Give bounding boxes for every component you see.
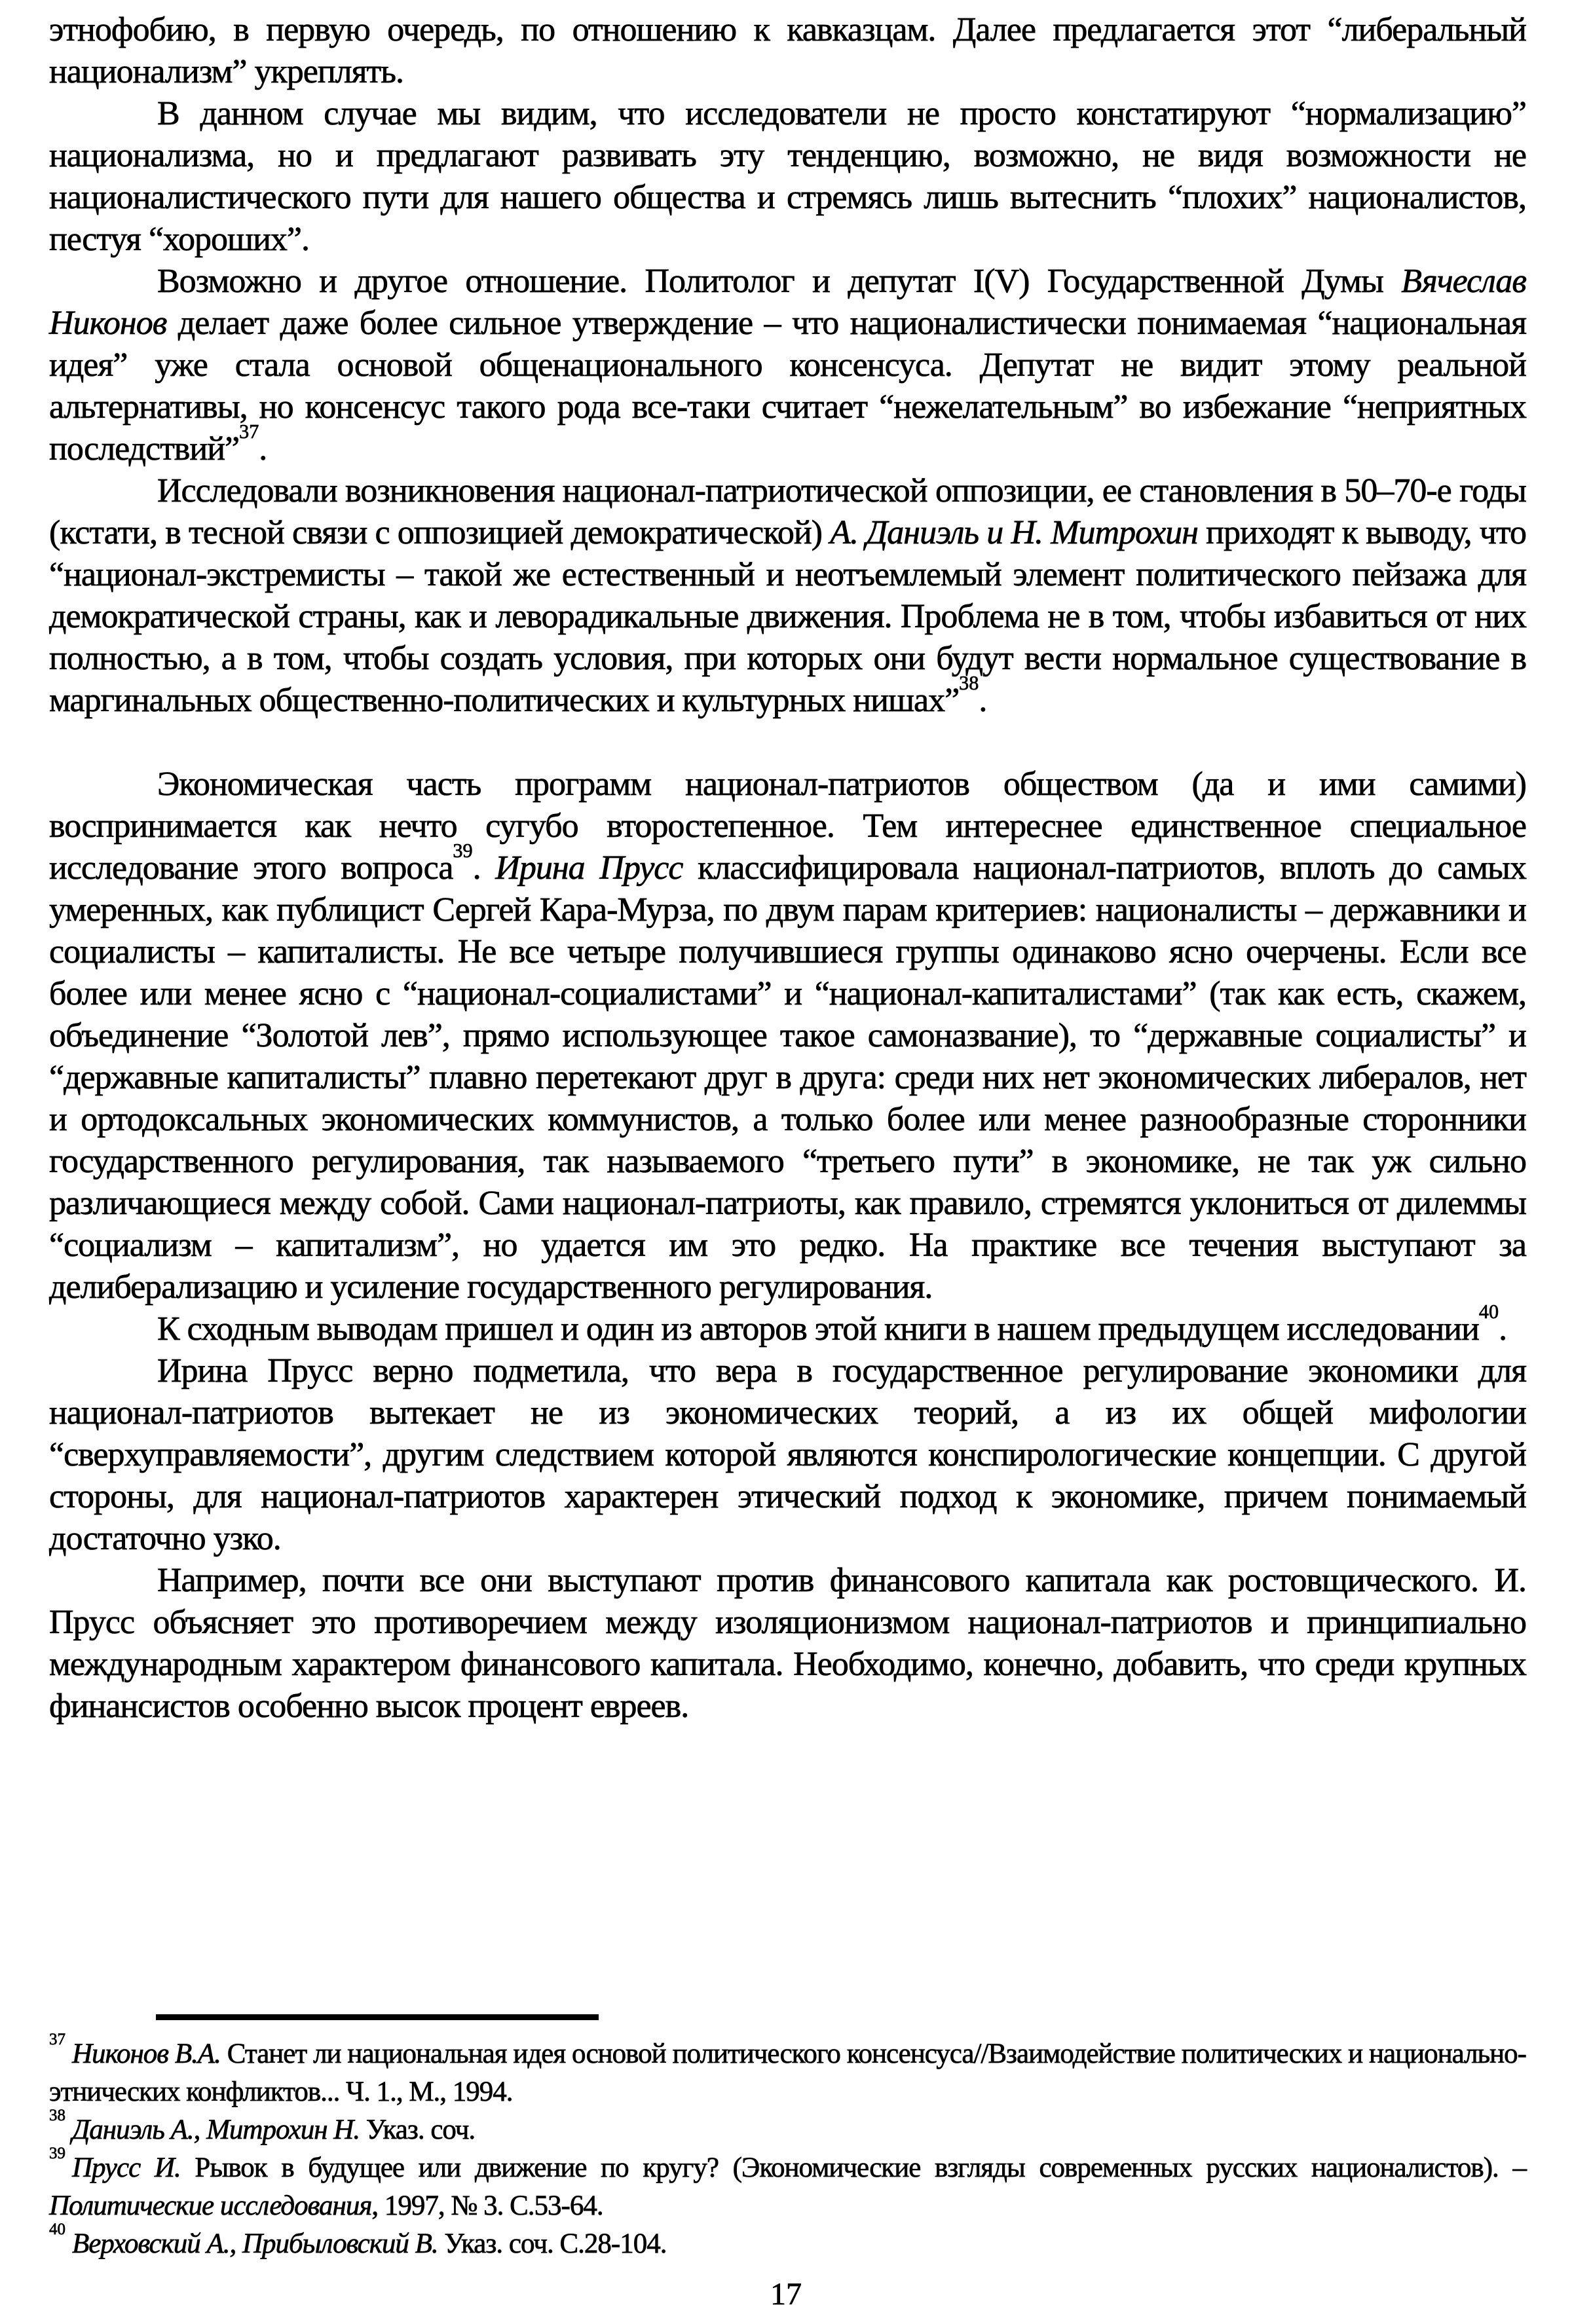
paragraph [49, 764, 1526, 1308]
paragraph [49, 93, 1526, 261]
footnote-marker: 40 [49, 2221, 66, 2239]
italic-text-run: Вячеслав Никонов [49, 263, 1526, 342]
italic-text-run: А. Даниэль и Н. Митрохин [830, 514, 1198, 551]
text-run: делает даже более сильное утверждение – что националистически понимаемая “национальная идея” уже стала основой общенационального консенсуса. Депутат не видит этому реальной альтернативы, но консенсус такого рода все-таки считает “нежелательным” во избежание “неприятных последствий” [49, 304, 1526, 468]
paragraph [49, 261, 1526, 470]
footnote-marker: 37 [49, 2031, 66, 2049]
text-run: , 1997, № 3. С.53-64. [371, 2190, 603, 2221]
text-run: приходят к выводу, что “национал-экстремисты – такой же естественный и неотъемлемый элемент политического пейзажа для демократической страны, как и леворадикальные движения. Проблема не в том, чтобы избавиться от них полностью, а в том, чтобы создать условия, при которых они будут вести нормальное существование в маргинальных общественно-политических и культурных нишах” [49, 514, 1526, 719]
paragraph [49, 470, 1526, 722]
italic-text-run: Даниэль А., Митрохин Н. [71, 2114, 360, 2145]
page-number: 17 [770, 2277, 802, 2312]
footnote-marker: 38 [49, 2107, 66, 2125]
footnote [49, 2145, 1526, 2225]
text-run: Указ. соч. [360, 2114, 476, 2145]
footnote [49, 2221, 1526, 2263]
text-run: этнофобию, в первую очередь, по отношению к кавказцам. Далее предлагается этот “либеральный национализм” укреплять. [49, 11, 1526, 90]
text-run: В данном случае мы видим, что исследователи не просто констатируют “нормализацию” национализма, но и предлагают развивать эту тенденцию, возможно, не видя возможности не националистического пути для нашего общества и стремясь лишь вытеснить “плохих” националистов, пестуя “хороших”. [49, 95, 1526, 258]
text-run: Указ. соч. С.28-104. [438, 2228, 667, 2259]
paragraph [49, 1560, 1526, 1727]
paragraph [49, 1300, 1526, 1350]
italic-text-run: Верховский А., Прибыловский В. [71, 2228, 438, 2259]
footnote-reference: 40 [1478, 1300, 1499, 1323]
paragraph [49, 1350, 1526, 1560]
document-body [49, 9, 1526, 1727]
text-run: классифицировала национал-патриотов, вплоть до самых умеренных, как публицист Сергей Кара-Мурза, по двум парам критериев: националисты – державники и социалисты – капиталисты. Не все четыре получившиеся группы одинаково ясно очерчены. Если все более или менее ясно с “национал-социалистами” и “национал-капиталистами” (так как есть, скажем, объединение “Золотой лев”, прямо использующее такое самоназвание), то “державные социалисты” и “державные капиталисты” плавно перетекают друг в друга: среди них нет экономических либералов, нет и ортодоксальных экономических коммунистов, а только более или менее разнообразные сторонники государственного регулирования, так называемого “третьего пути” в экономике, не так уж сильно различающиеся между собой. Сами национал-патриоты, как правило, стремятся уклониться от дилеммы “социализм – капитализм”, но удается им это редко. На практике все течения выступают за делиберализацию и усиление государственного регулирования. [49, 849, 1526, 1306]
text-run: К сходным выводам пришел и один из авторов этой книги в нашем предыдущем исследовании [157, 1310, 1479, 1348]
text-run: . [259, 430, 267, 468]
footnote-reference: 38 [959, 671, 979, 694]
italic-text-run: Никонов В.А. [71, 2038, 221, 2069]
text-run: Экономическая часть программ национал-патриотов обществом (да и ими самими) воспринимается как нечто сугубо второстепенное. Тем интереснее единственное специальное исследование этого вопроса [49, 765, 1526, 887]
italic-text-run: Политические исследования [49, 2190, 372, 2221]
footnote-reference: 39 [453, 839, 473, 862]
italic-text-run: Ирина Прусс [495, 849, 683, 887]
footnote-reference: 37 [239, 420, 259, 443]
text-run: Рывок в будущее или движение по кругу? (Экономические взгляды современных русских националистов). – [180, 2152, 1526, 2183]
footnote-separator-line [156, 2014, 599, 2020]
text-run: Возможно и другое отношение. Политолог и депутат I(V) Государственной Думы [157, 263, 1402, 300]
text-run: . [472, 849, 496, 887]
italic-text-run: Прусс И. [71, 2152, 181, 2183]
footnote [49, 2107, 1526, 2149]
paragraph [49, 9, 1526, 93]
text-run: Станет ли национальная идея основой политического консенсуса//Взаимодействие политических и национально-этнических конфликтов... Ч. 1., М., 1994. [49, 2038, 1527, 2107]
footnote [49, 2031, 1527, 2111]
text-run: Исследовали возникновения национал-патриотической оппозиции, ее становления в 50–70-е годы (кстати, в тесной связи с оппозицией демократической) [49, 472, 1526, 551]
text-run: Например, почти все они выступают против финансового капитала как ростовщического. И. Прусс объясняет это противоречием между изоляционизмом национал-патриотов и принципиально международным характером финансового капитала. Необходимо, конечно, добавить, что среди крупных финансистов особенно высок процент евреев. [49, 1562, 1526, 1725]
footnotes-section [49, 2031, 1527, 2263]
text-run: . [979, 682, 987, 719]
text-run: Ирина Прусс верно подметила, что вера в государственное регулирование экономики для национал-патриотов вытекает не из экономических теорий, а из их общей мифологии “сверхуправляемости”, другим следствием которой являются конспирологические концепции. С другой стороны, для национал-патриотов характерен этический подход к экономике, причем понимаемый достаточно узко. [49, 1352, 1526, 1557]
footnote-marker: 39 [49, 2145, 66, 2163]
text-run: . [1499, 1310, 1507, 1348]
